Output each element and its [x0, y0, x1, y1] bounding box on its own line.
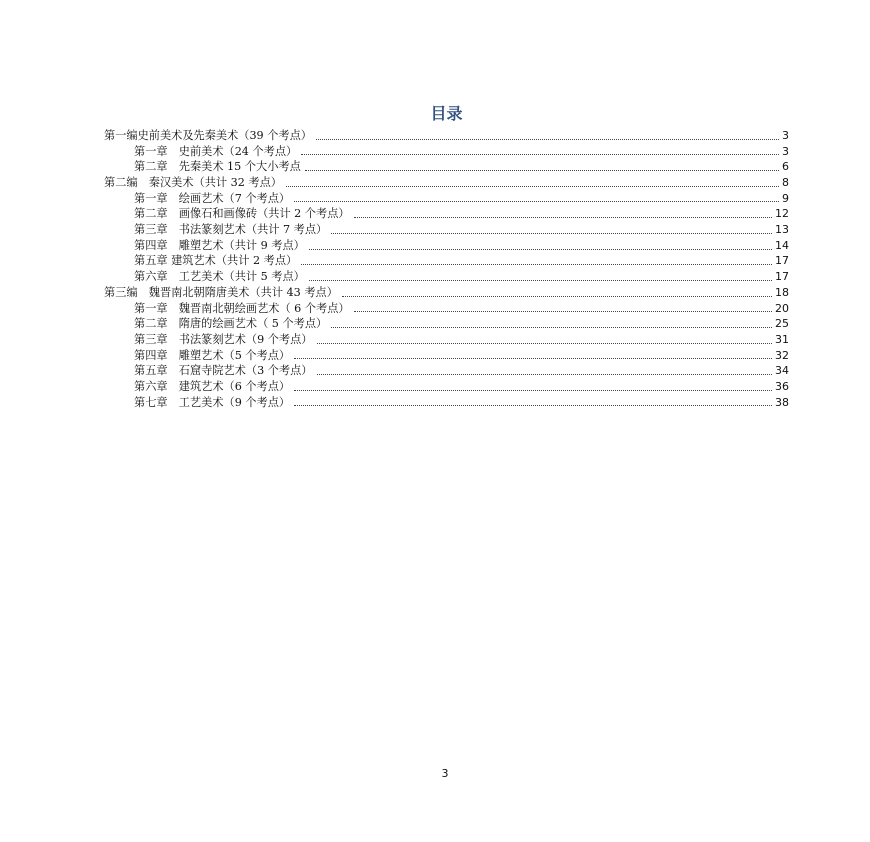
toc-leader-dots: [294, 358, 772, 359]
toc-entry-page: 36: [775, 379, 789, 393]
toc-entry-page: 20: [775, 301, 789, 315]
toc-entry-page: 17: [775, 254, 789, 268]
toc-leader-dots: [301, 154, 779, 155]
toc-entry-label: 第一编史前美术及先秦美术（39 个考点）: [104, 128, 312, 142]
toc-list: [104, 128, 789, 410]
toc-entry-page: 9: [782, 191, 789, 205]
toc-entry-label: 第二章 先秦美术 15 个大小考点: [134, 160, 301, 174]
toc-leader-dots: [317, 343, 773, 344]
toc-entry-label: 第二章 画像石和画像砖（共计 2 个考点）: [134, 207, 350, 221]
toc-entry-page: 3: [782, 128, 789, 142]
toc-entry-chapter[interactable]: [104, 301, 789, 317]
toc-entry-chapter[interactable]: [104, 348, 789, 364]
toc-entry-label: 第三编 魏晋南北朝隋唐美术（共计 43 考点）: [104, 285, 338, 299]
toc-entry-page: 25: [775, 317, 789, 331]
toc-entry-page: 34: [775, 364, 789, 378]
toc-entry-chapter[interactable]: [104, 379, 789, 395]
toc-entry-page: 13: [775, 223, 789, 237]
toc-leader-dots: [305, 170, 779, 171]
toc-entry-label: 第二编 秦汉美术（共计 32 考点）: [104, 176, 282, 190]
toc-entry-label: 第七章 工艺美术（9 个考点）: [134, 395, 291, 409]
toc-leader-dots: [317, 374, 773, 375]
toc-entry-label: 第六章 工艺美术（共计 5 考点）: [134, 270, 305, 284]
toc-entry-chapter[interactable]: [104, 238, 789, 254]
toc-entry-page: 14: [775, 238, 789, 252]
toc-entry-chapter[interactable]: [104, 316, 789, 332]
toc-leader-dots: [294, 390, 772, 391]
toc-entry-page: 3: [782, 144, 789, 158]
toc-entry-label: 第四章 雕塑艺术（共计 9 考点）: [134, 238, 305, 252]
toc-entry-page: 12: [775, 207, 789, 221]
toc-entry-label: 第一章 史前美术（24 个考点）: [134, 144, 298, 158]
toc-entry-page: 17: [775, 270, 789, 284]
toc-entry-chapter[interactable]: [104, 254, 789, 270]
toc-entry-label: 第一章 魏晋南北朝绘画艺术（ 6 个考点）: [134, 301, 350, 315]
toc-entry-chapter[interactable]: [104, 332, 789, 348]
toc-entry-page: 6: [782, 160, 789, 174]
toc-title: 目录: [430, 104, 463, 123]
toc-leader-dots: [354, 311, 772, 312]
toc-entry-part-3[interactable]: [104, 285, 789, 301]
toc-leader-dots: [309, 249, 772, 250]
toc-leader-dots: [309, 280, 772, 281]
toc-entry-chapter[interactable]: [104, 269, 789, 285]
toc-leader-dots: [294, 201, 779, 202]
toc-entry-label: 第四章 雕塑艺术（5 个考点）: [134, 348, 291, 362]
page-number: 3: [441, 767, 449, 780]
toc-entry-label: 第三章 书法篆刻艺术（9 个考点）: [134, 332, 313, 346]
toc-entry-chapter[interactable]: [104, 395, 789, 411]
toc-entry-chapter[interactable]: [104, 222, 789, 238]
toc-entry-label: 第五章 石窟寺院艺术（3 个考点）: [134, 364, 313, 378]
toc-entry-chapter[interactable]: [104, 191, 789, 207]
toc-leader-dots: [301, 264, 772, 265]
toc-leader-dots: [294, 405, 772, 406]
toc-entry-label: 第六章 建筑艺术（6 个考点）: [134, 379, 291, 393]
toc-entry-label: 第五章 建筑艺术（共计 2 考点）: [134, 254, 298, 268]
toc-leader-dots: [331, 327, 772, 328]
toc-entry-chapter[interactable]: [104, 159, 789, 175]
toc-entry-part-2[interactable]: [104, 175, 789, 191]
toc-entry-label: 第二章 隋唐的绘画艺术（ 5 个考点）: [134, 317, 328, 331]
toc-entry-page: 18: [775, 285, 789, 299]
toc-leader-dots: [316, 139, 779, 140]
toc-entry-page: 8: [782, 176, 789, 190]
toc-entry-part-1[interactable]: [104, 128, 789, 144]
toc-leader-dots: [331, 233, 772, 234]
toc-entry-chapter[interactable]: [104, 144, 789, 160]
toc-leader-dots: [286, 186, 779, 187]
toc-entry-label: 第三章 书法篆刻艺术（共计 7 考点）: [134, 223, 328, 237]
toc-entry-chapter[interactable]: [104, 206, 789, 222]
toc-leader-dots: [342, 296, 772, 297]
toc-entry-chapter[interactable]: [104, 363, 789, 379]
toc-entry-label: 第一章 绘画艺术（7 个考点）: [134, 191, 291, 205]
toc-entry-page: 32: [775, 348, 789, 362]
toc-leader-dots: [354, 217, 772, 218]
toc-entry-page: 31: [775, 332, 789, 346]
toc-entry-page: 38: [775, 395, 789, 409]
